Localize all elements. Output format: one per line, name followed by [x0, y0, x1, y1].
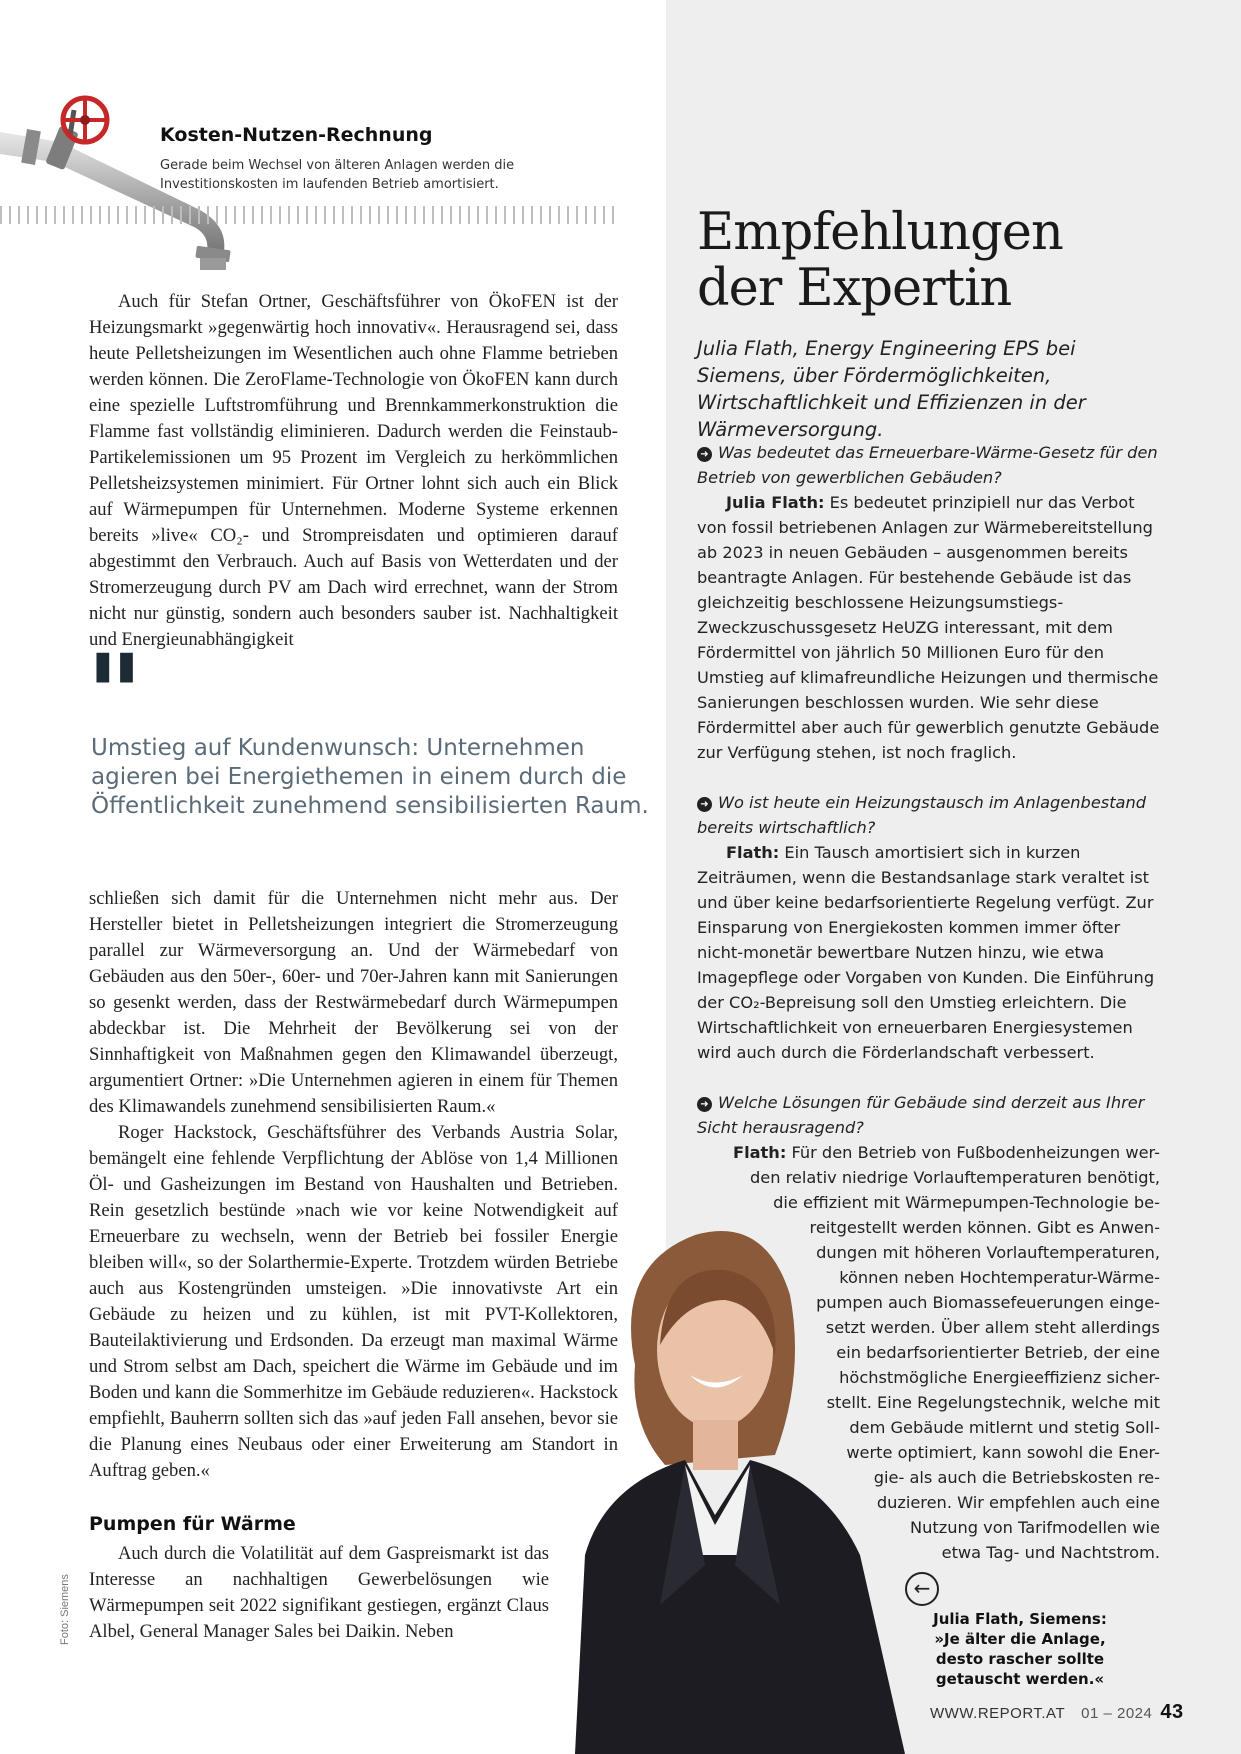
paragraph: Roger Hackstock, Geschäftsführer des Verbands Austria Solar, bemängelt eine fehlende Verpflichtung der Ablöse von 1,4 Millionen Öl- und Gasheizungen im Bestand von Haushalten und Betrieben. Rein gesetzlich bestünde »nach wie vor keine Notwendigkeit auf Erneuerbare zu wechseln, wenn der Betrieb bei fossiler Energie bleiben will«, so der Solarthermie-Experte. Trotzdem würden Betriebe auch aus Kostengründen umsteigen. »Die innovativste Art ein Gebäude zu heizen und zu kühlen, ist mit PVT-Kollektoren, Bauteilaktivierung und Erdsonden. Da erzeugt man maximal Wärme und Strom selbst am Dach, speichert die Wärme im Gebäude und im Boden und kann die Sommerhitze im Gebäude reduzieren«. Hackstock empfiehlt, Bauherrn sollten sich das »auf jeden Fall ansehen, bevor sie die Planung eines Neubaus oder einer Erweiterung am Standort in Auftrag geben.«	[89, 1122, 618, 1481]
question	[697, 790, 1164, 840]
divider-ticks	[0, 206, 620, 224]
footer-site: WWW.REPORT.AT	[930, 1705, 1066, 1722]
photo-caption: Julia Flath, Siemens: »Je älter die Anlage, desto rascher sollte getauscht werden.«	[933, 1610, 1107, 1688]
headline-line: der Expertin	[697, 259, 1012, 318]
qa-block-1	[697, 440, 1164, 765]
question-text: Welche Lösungen für Gebäude sind derzeit aus Ihrer Sicht herausragend?	[697, 1093, 1145, 1137]
answer-line: dem Gebäude mitlernt und stetig Soll-	[849, 1418, 1160, 1437]
teaser-text: Gerade beim Wechsel von älteren Anlagen werden die Investitionskosten im laufenden Betrieb amortisiert.	[160, 158, 515, 192]
answer-3	[697, 1140, 1164, 1565]
arrow-right-icon: ➜	[697, 797, 712, 812]
answer-line: können neben Hochtemperatur-Wärme-	[839, 1268, 1160, 1287]
intro-subhead: Julia Flath, Energy Engineering EPS bei Siemens, über Fördermöglichkeiten, Wirtschaftlichkeit und Effizienzen in der Wärmeversorgung.	[697, 337, 1086, 441]
answer-line: Nutzung von Tarifmodellen wie	[910, 1518, 1160, 1537]
arrow-right-icon: ➜	[697, 1097, 712, 1112]
answer-speaker: Flath:	[733, 1143, 787, 1162]
answer-speaker: Flath:	[726, 843, 780, 862]
answer-line	[697, 1140, 1164, 1165]
question-text: Wo ist heute ein Heizungstausch im Anlagenbestand bereits wirtschaftlich?	[697, 793, 1147, 837]
arrow-right-icon: ➜	[697, 447, 712, 462]
answer	[697, 490, 1164, 765]
answer-text: Für den Betrieb von Fußbodenheizungen wer-	[786, 1143, 1160, 1162]
answer-line: höchstmögliche Energieeffizienz sicher-	[839, 1368, 1160, 1387]
answer-line: die effizient mit Wärmepumpen-Technologie be-	[773, 1193, 1160, 1212]
answer-line: ein bedarfsorientierter Betrieb, der eine	[836, 1343, 1160, 1362]
page-title	[697, 205, 1063, 317]
paragraph: schließen sich damit für die Unternehmen nicht mehr aus. Der Hersteller bietet in Pelletsheizungen integriert die Stromerzeugung parallel zur Wärmeversorgung an. Und der Wärmebedarf von Gebäuden aus den 50er-, 60er- und 70er-Jahren kann mit Sanierungen so gesenkt werden, dass der Restwärmebedarf durch Wärmepumpen abdeckbar ist. Die Mehrheit der Bevölkerung sei von der Sinnhaftigkeit von Maßnahmen gegen den Klimawandel überzeugt, argumentiert Ortner: »Die Unternehmen agieren in einem für Themen des Klimawandels zunehmend sensibilisierten Raum.«	[89, 888, 618, 1117]
answer-line: reitgestellt werden können. Gibt es Anwen-	[809, 1218, 1160, 1237]
qa-block-2	[697, 790, 1164, 1065]
paragraph: Auch durch die Volatilität auf dem Gaspreismarkt ist das Interesse an nachhaltigen Gewerbelösungen wie Wärmepumpen seit 2022 signifikant gestiegen, ergänzt Claus Albel, General Manager Sales bei Daikin. Neben	[89, 1543, 549, 1642]
page-number: 43	[1160, 1701, 1184, 1723]
pull-quote: Umstieg auf Kundenwunsch: Unternehmen agieren bei Energiethemen in einem durch die Öffentlichkeit zunehmend sensibilisierten Raum.	[91, 735, 649, 819]
answer-text: Es bedeutet prinzipiell nur das Verbot von fossil betriebenen Anlagen zur Wärmebereitstellung ab 2023 in neuen Gebäuden – ausgenommen bereits beantragte Anlagen. Für bestehende Gebäude ist das gleichzeitig beschlossene Heizungsumstiegs-Zweckzuschussgesetz HeUZG interessant, mit dem Fördermittel von jährlich 50 Millionen Euro für den Umstieg auf klimafreundliche Heizungen und thermische Sanierungen beschlossen wurden. Wie sehr diese Fördermittel aber auch für gewerblich genutzte Gebäude zur Verfügung stehen, ist noch fraglich.	[697, 493, 1160, 762]
answer-line: werte optimiert, kann sowohl die Ener-	[846, 1443, 1160, 1462]
answer-speaker: Julia Flath:	[726, 493, 825, 512]
headline-line: Empfehlungen	[697, 203, 1063, 262]
body-text-top	[89, 289, 618, 653]
answer-text: Ein Tausch amortisiert sich in kurzen Zeiträumen, wenn die Bestandsanlage stark veraltet ist und über keine bedarfsorientierte Regelung verfügt. Zur Einsparung von Energiekosten kommen immer öfter nicht-monetär bewertbare Nutzen hinzu, wie etwa Imagepflege oder Vorgaben von Kunden. Die Einführung der CO₂-Bepreisung soll den Umstieg erleichtern. Die Wirtschaftlichkeit von erneuerbaren Energiesystemen wird auch durch die Förderlandschaft verbessert.	[697, 843, 1155, 1062]
body-text-bottom	[89, 1541, 549, 1645]
answer-line: den relativ niedrige Vorlauftemperaturen benötigt,	[749, 1168, 1160, 1187]
answer-line: stellt. Eine Regelungstechnik, welche mit	[826, 1393, 1160, 1412]
question	[697, 440, 1164, 490]
arrow-left-icon: ←	[905, 1572, 939, 1606]
paragraph: Auch für Stefan Ortner, Geschäftsführer von ÖkoFEN ist der Heizungsmarkt »gegenwärtig hoch innovativ«. Herausragend sei, dass heute Pelletsheizungen im Wesentlichen auch ohne Flamme betrieben werden können. Die ZeroFlame-Technologie von ÖkoFEN kann durch eine spezielle Luftstromführung und Brennkammerkonstruktion die Flamme fast vollständig eliminieren. Dadurch werden die Feinstaub-Partikelemissionen um 95 Prozent im Vergleich zu herkömmlichen Pelletsheizsystemen minimiert. Für Ortner lohnt sich auch ein Blick auf Wärmepumpen für Unternehmen. Moderne Systeme erkennen bereits »live« CO₂- und Strompreisdaten und optimieren darauf abgestimmt den Verbrauch. Auch auf Basis von Wetterdaten und der Stromerzeugung durch PV am Dach wird errechnet, wann der Strom nicht nur günstig, sondern auch besonders sauber ist. Nachhaltigkeit und Energieunabhängigkeit	[89, 291, 618, 650]
answer	[697, 840, 1164, 1065]
quote-mark-icon: "	[86, 631, 144, 759]
answer-line: setzt werden. Über allem steht allerdings	[825, 1318, 1160, 1337]
answer-line: etwa Tag- und Nachtstrom.	[941, 1543, 1160, 1562]
qa-block-3	[697, 1090, 1164, 1140]
answer-line: dungen mit höheren Vorlauftemperaturen,	[816, 1243, 1160, 1262]
photo-credit	[59, 1565, 73, 1645]
answer-line: duzieren. Wir empfehlen auch eine	[876, 1493, 1160, 1512]
page-footer	[930, 1701, 1184, 1724]
body-text-middle	[89, 886, 618, 1484]
answer-line: pumpen auch Biomassefeuerungen einge-	[816, 1293, 1160, 1312]
question	[697, 1090, 1164, 1140]
photo-credit-text: Foto: Siemens	[59, 1574, 71, 1645]
teaser-title: Kosten-Nutzen-Rechnung	[160, 124, 433, 146]
answer-line: gie- als auch die Betriebskosten re-	[873, 1468, 1160, 1487]
footer-issue: 01 – 2024	[1081, 1705, 1153, 1722]
question-text: Was bedeutet das Erneuerbare-Wärme-Gesetz für den Betrieb von gewerblichen Gebäuden?	[697, 443, 1158, 487]
section-subheading: Pumpen für Wärme	[89, 1513, 296, 1535]
